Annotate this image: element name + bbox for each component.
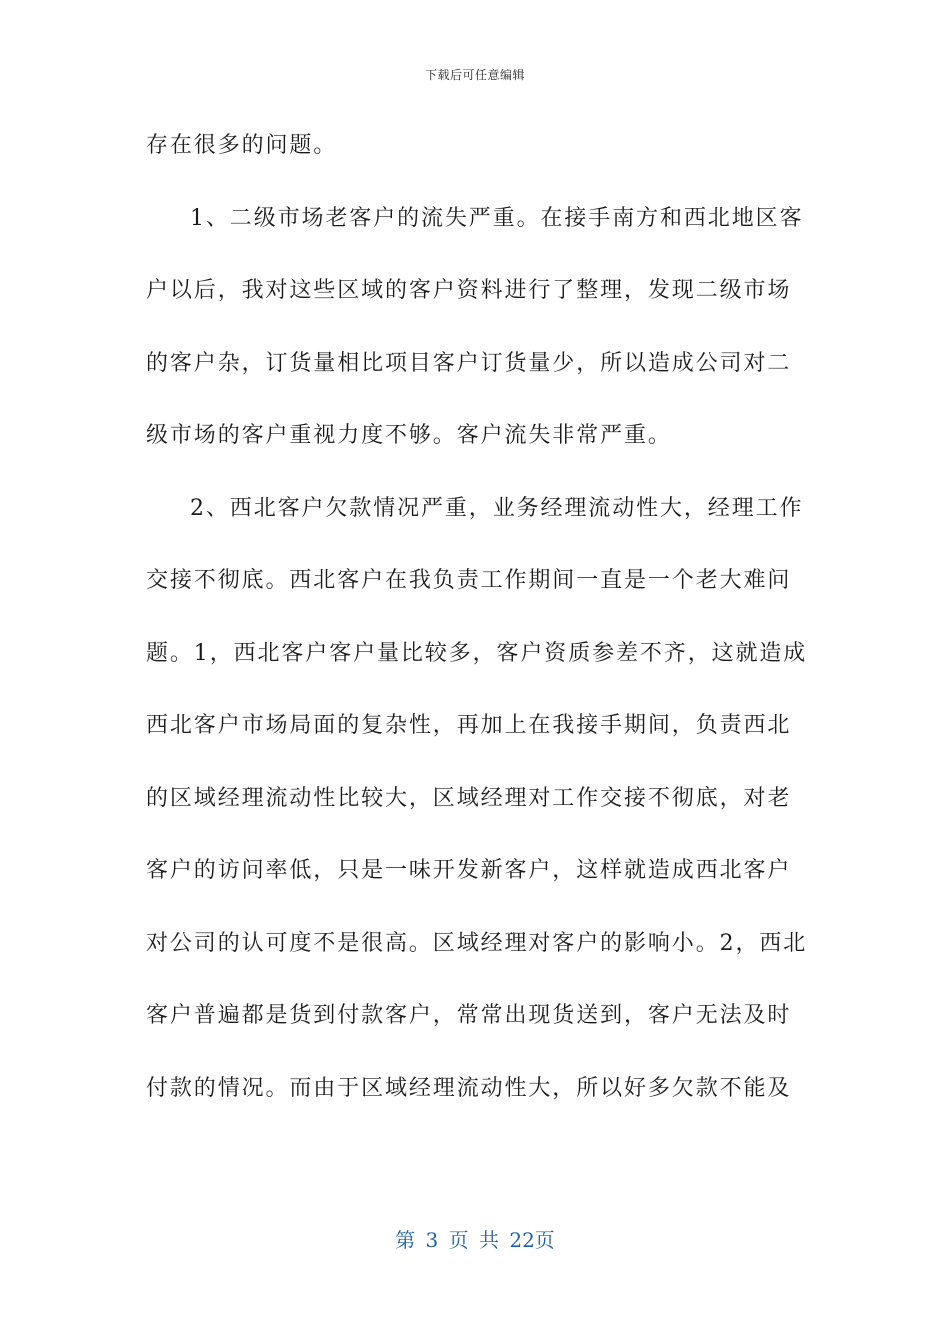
header-note: 下载后可任意编辑 — [424, 68, 525, 82]
text-line: 对公司的认可度不是很高。区域经理对客户的影响小。2，西北 — [146, 930, 808, 956]
paragraph-start-line: 1、二级市场老客户的流失严重。在接手南方和西北地区客 — [190, 205, 804, 231]
text-line: 客户的访问率低，只是一味开发新客户，这样就造成西北客户 — [146, 858, 792, 883]
text-line: 的客户杂，订货量相比项目客户订货量少，所以造成公司对二 — [146, 350, 792, 376]
paragraph-start-line: 2、西北客户欠款情况严重，业务经理流动性大，经理工作 — [190, 495, 804, 521]
text-line: 西北客户市场局面的复杂性，再加上在我接手期间，负责西北 — [146, 713, 792, 738]
text-line: 交接不彻底。西北客户在我负责工作期间一直是一个老大难问 — [146, 568, 792, 593]
text-line: 存在很多的问题。 — [146, 133, 338, 158]
page-number-footer: 第 3 页 共 22页 — [395, 1228, 555, 1252]
text-line: 客户普遍都是货到付款客户，常常出现货送到，客户无法及时 — [146, 1003, 792, 1028]
text-line: 付款的情况。而由于区域经理流动性大，所以好多欠款不能及 — [146, 1075, 792, 1101]
text-line: 的区域经理流动性比较大，区域经理对工作交接不彻底，对老 — [146, 785, 792, 811]
text-line: 题。1，西北客户客户量比较多，客户资质参差不齐，这就造成 — [146, 640, 808, 666]
text-line: 级市场的客户重视力度不够。客户流失非常严重。 — [146, 423, 672, 448]
document-body — [146, 110, 811, 1125]
text-line: 户以后，我对这些区域的客户资料进行了整理，发现二级市场 — [146, 278, 792, 303]
